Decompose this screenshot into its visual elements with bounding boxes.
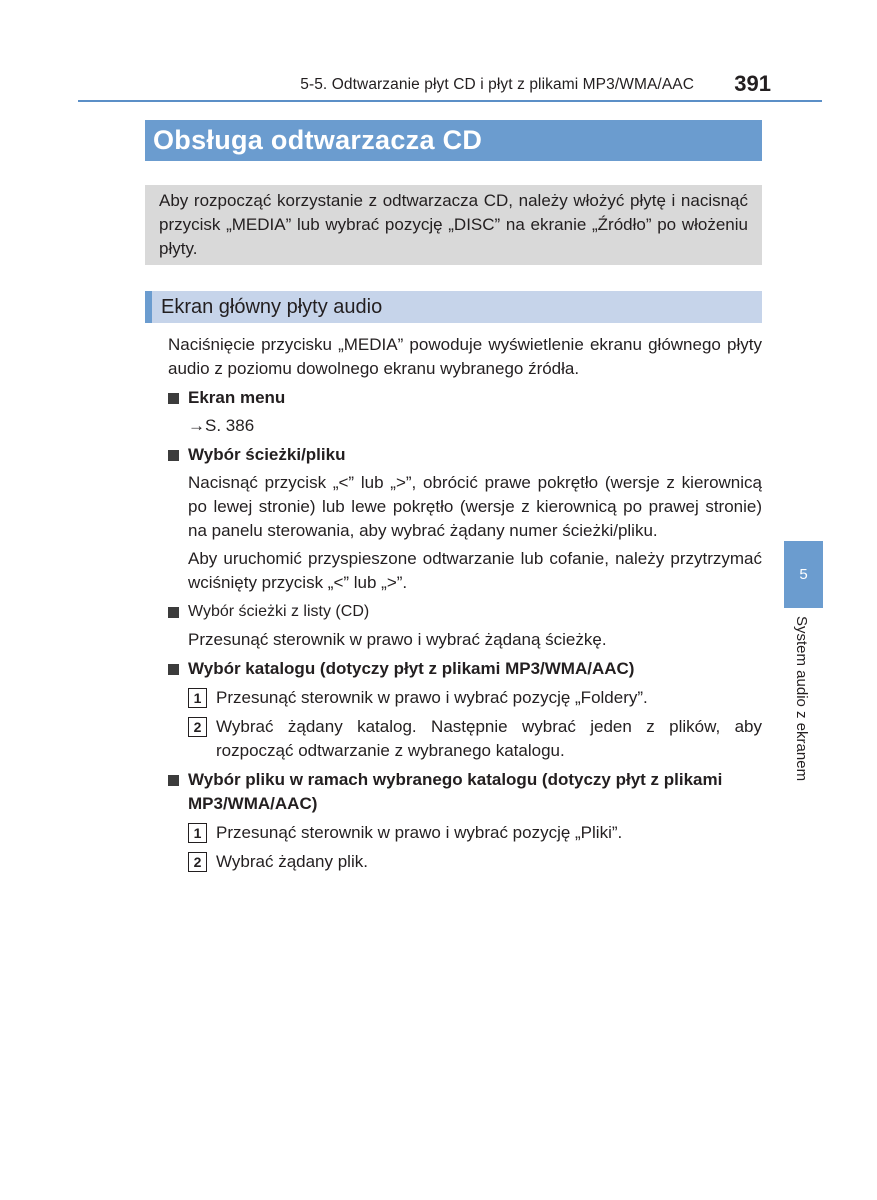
square-bullet-icon	[168, 775, 179, 786]
step-number: 1	[188, 688, 207, 708]
bullet-track-select	[168, 443, 762, 467]
square-bullet-icon	[168, 664, 179, 675]
step-number: 2	[188, 852, 207, 872]
bullet-menu	[168, 386, 762, 410]
track-select-text: Nacisnąć przycisk „<” lub „>”, obrócić prawe pokrętło (wersje z kierownicą po lewej stronie) lub lewe pokrętło (wersje z kierownicą po prawej stronie) na panelu sterowania, aby wybrać żądany numer ścieżki/pliku.	[188, 473, 762, 540]
step-item	[188, 715, 762, 763]
intro-box: Aby rozpocząć korzystanie z odtwarzacza CD, należy włożyć płytę i nacisnąć przycisk „MEDIA” lub wybrać pozycję „DISC” na ekranie „Źródło” po włożeniu płyty.	[145, 185, 762, 265]
step-number: 1	[188, 823, 207, 843]
section-body	[168, 333, 762, 874]
step-text: Wybrać żądany katalog. Następnie wybrać jeden z plików, aby rozpocząć odtwarzanie z wybranego katalogu.	[216, 717, 762, 760]
square-bullet-icon	[168, 607, 179, 618]
section-title: Ekran główny płyty audio	[161, 296, 383, 318]
step-text: Wybrać żądany plik.	[216, 852, 368, 871]
step-text: Przesunąć sterownik w prawo i wybrać pozycję „Pliki”.	[216, 823, 623, 842]
step-item	[188, 686, 762, 710]
bullet-label: Wybór ścieżki/pliku	[188, 445, 346, 464]
bullet-label: Ekran menu	[188, 388, 286, 407]
page-title: Obsługa odtwarzacza CD	[153, 125, 483, 155]
step-number: 2	[188, 717, 207, 737]
step-text: Przesunąć sterownik w prawo i wybrać pozycję „Foldery”.	[216, 688, 648, 707]
bullet-file-select	[168, 768, 762, 816]
square-bullet-icon	[168, 393, 179, 404]
chapter-side-label: System audio z ekranem	[793, 616, 810, 782]
chapter-header: 5-5. Odtwarzanie płyt CD i płyt z plikami MP3/WMA/AAC	[300, 76, 694, 93]
bullet-track-list	[168, 600, 762, 624]
section-header	[145, 291, 762, 323]
section-intro: Naciśnięcie przycisku „MEDIA” powoduje wyświetlenie ekranu głównego płyty audio z poziomu dowolnego ekranu wybranego źródła.	[168, 335, 762, 378]
track-list-text: Przesunąć sterownik w prawo i wybrać żądaną ścieżkę.	[188, 630, 607, 649]
track-select-text: Aby uruchomić przyspieszone odtwarzanie lub cofanie, należy przytrzymać wciśnięty przycisk „<” lub „>”.	[188, 549, 762, 592]
step-item	[188, 850, 762, 874]
step-item	[188, 821, 762, 845]
header-rule	[78, 100, 822, 102]
bullet-label: Wybór ścieżki z listy (CD)	[188, 603, 370, 620]
page-reference: →S. 386	[188, 416, 255, 435]
title-bar	[145, 120, 762, 161]
bullet-folder-select	[168, 657, 762, 681]
page-number: 391	[734, 71, 771, 96]
bullet-label: Wybór katalogu (dotyczy płyt z plikami MP3/WMA/AAC)	[188, 659, 635, 678]
bullet-label: Wybór pliku w ramach wybranego katalogu (dotyczy płyt z plikami MP3/WMA/AAC)	[188, 770, 723, 813]
square-bullet-icon	[168, 450, 179, 461]
chapter-tab: 5	[784, 541, 823, 608]
